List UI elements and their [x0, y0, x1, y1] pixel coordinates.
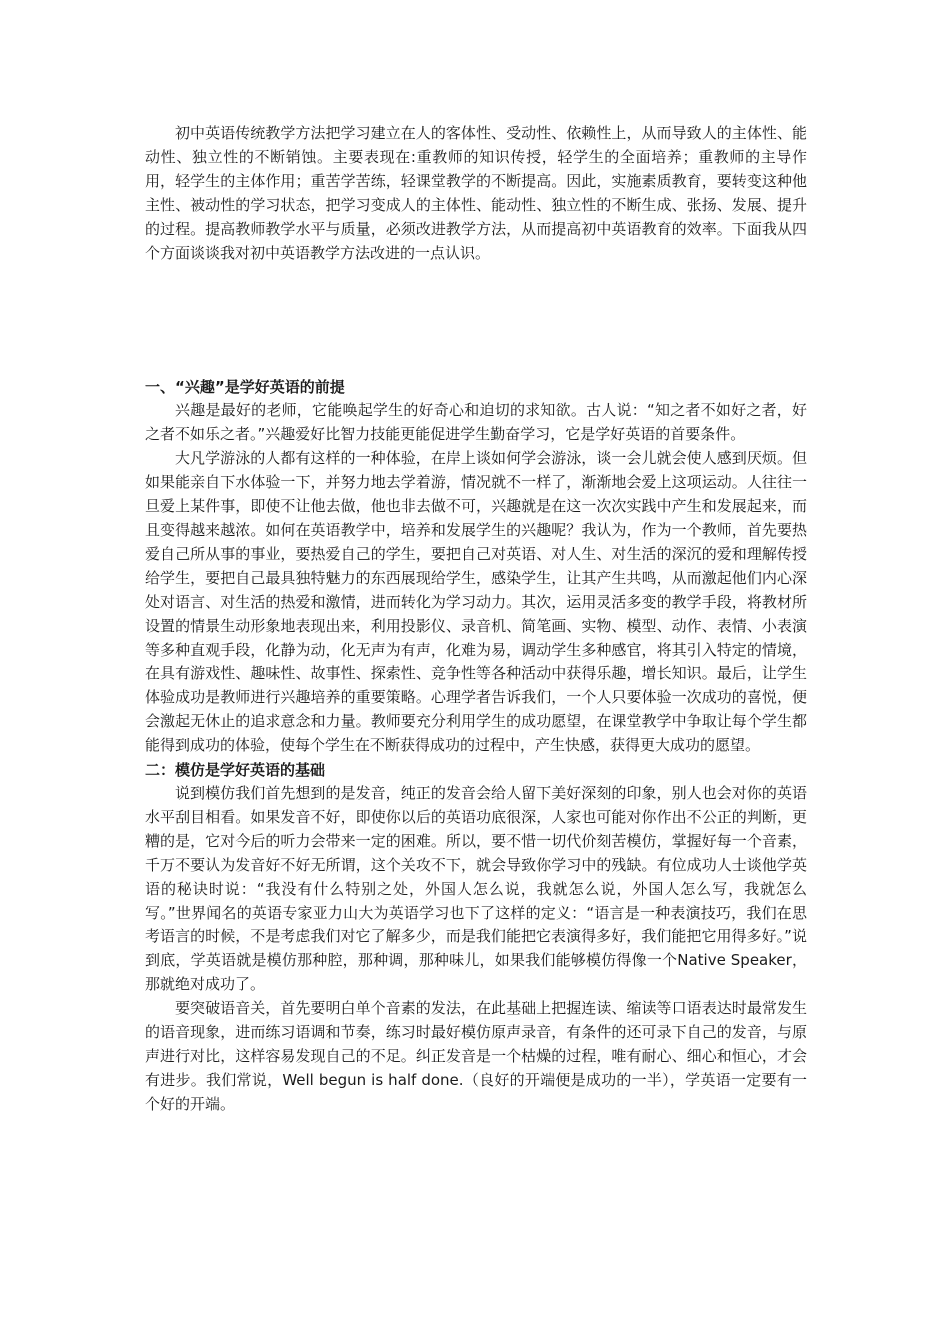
section-2-paragraph-2: 要突破语音关，首先要明白单个音素的发法，在此基础上把握连读、缩读等口语表达时最常发生的语音现象，进而练习语调和节奏，练习时最好模仿原声录音，有条件的还可录下自己的发音，与原声进行对比，这样容易发现自己的不足。纠正发音是一个枯燥的过程，唯有耐心、细心和恒心，才会有进步。我们常说，Well begun is half done.（良好的开端便是成功的一半），学英语一定要有一个好的开端。 [145, 999, 807, 1113]
section-2-paragraph-1: 说到模仿我们首先想到的是发音，纯正的发音会给人留下美好深刻的印象，别人也会对你的英语水平刮目相看。如果发音不好，即使你以后的英语功底很深，人家也可能对你作出不公正的判断，更糟的是，它对今后的听力会带来一定的困难。所以，要不惜一切代价刻苦模仿，掌握好每一个音素，千万不要认为发音好不好无所谓，这个关攻不下，就会导致你学习中的残缺。有位成功人士谈他学英语的秘诀时说：“我没有什么特别之处，外国人怎么说，我就怎么说，外国人怎么写，我就怎么写。”世界闻名的英语专家亚力山大为英语学习也下了这样的定义：“语言是一种表演技巧，我们在思考语言的时候，不是考虑我们对它了解多少，而是我们能把它表演得多好，我们能把它用得多好。”说到底，学英语就是模仿那种腔，那种调，那种味儿，如果我们能够模仿得像一个Native Speaker，那就绝对成功了。 [145, 784, 807, 994]
section-1-paragraph-2: 大凡学游泳的人都有这样的一种体验，在岸上谈如何学会游泳，谈一会儿就会使人感到厌烦。但如果能亲自下水体验一下，并努力地去学着游，情况就不一样了，渐渐地会爱上这项运动。人往往一旦爱上某件事，即使不让他去做，他也非去做不可，兴趣就是在这一次次实践中产生和发展起来，而且变得越来越浓。如何在英语教学中，培养和发展学生的兴趣呢？我认为，作为一个教师，首先要热爱自己所从事的事业，要热爱自己的学生，要把自己对英语、对人生、对生活的深沉的爱和理解传授给学生，要把自己最具独特魅力的东西展现给学生，感染学生，让其产生共鸣，从而激起他们内心深处对语言、对生活的热爱和激情，进而转化为学习动力。其次，运用灵活多变的教学手段，将教材所设置的情景生动形象地表现出来，利用投影仪、录音机、简笔画、实物、模型、动作、表情、小表演等多种直观手段，化静为动，化无声为有声，化难为易，调动学生多种感官，将其引入特定的情境，在具有游戏性、趣味性、故事性、探索性、竞争性等各种活动中获得乐趣，增长知识。最后，让学生体验成功是教师进行兴趣培养的重要策略。心理学者告诉我们，一个人只要体验一次成功的喜悦，便会激起无休止的追求意念和力量。教师要充分利用学生的成功愿望，在课堂教学中争取让每个学生都能得到成功的体验，使每个学生在不断获得成功的过程中，产生快感，获得更大成功的愿望。 [145, 449, 807, 755]
section-1-paragraph-1: 兴趣是最好的老师，它能唤起学生的好奇心和迫切的求知欲。古人说：“知之者不如好之者，好之者不如乐之者。”兴趣爱好比智力技能更能促进学生勤奋学习，它是学好英语的首要条件。 [145, 401, 807, 444]
section-1-heading: 一、“兴趣”是学好英语的前提 [145, 378, 345, 397]
intro-paragraph: 初中英语传统教学方法把学习建立在人的客体性、受动性、依赖性上，从而导致人的主体性、能动性、独立性的不断销蚀。主要表现在:重教师的知识传授，轻学生的全面培养；重教师的主导作用，轻学生的主体作用；重苦学苦练，轻课堂教学的不断提高。因此，实施素质教育，要转变这种他主性、被动性的学习状态，把学习变成人的主体性、能动性、独立性的不断生成、张扬、发展、提升的过程。提高教师教学水平与质量，必须改进教学方法，从而提高初中英语教育的效率。下面我从四个方面谈谈我对初中英语教学方法改进的一点认识。 [145, 124, 807, 262]
document-page [145, 122, 807, 1117]
section-2-heading: 二：模仿是学好英语的基础 [145, 761, 326, 780]
